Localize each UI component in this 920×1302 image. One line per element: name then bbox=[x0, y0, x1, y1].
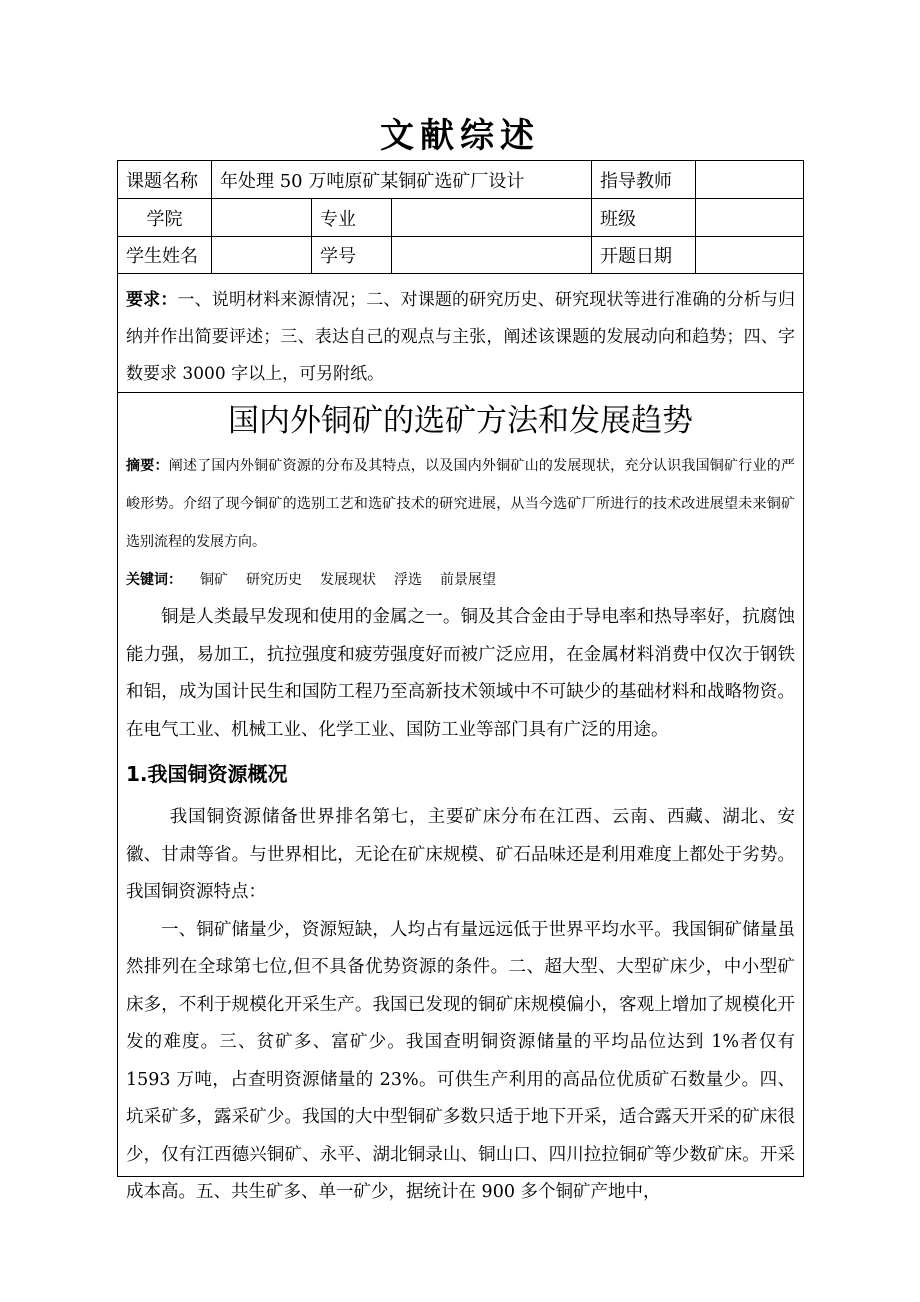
requirements-label: 要求： bbox=[126, 290, 178, 310]
review-content bbox=[118, 393, 803, 1212]
paper-title: 国内外铜矿的选矿方法和发展趋势 bbox=[228, 403, 693, 439]
major-label: 专业 bbox=[312, 199, 392, 236]
requirements-block bbox=[118, 274, 803, 393]
form-row-college bbox=[118, 199, 803, 237]
review-form bbox=[117, 160, 804, 1202]
start-date-label: 开题日期 bbox=[592, 237, 696, 273]
student-name-value bbox=[212, 237, 312, 273]
keyword: 浮选 bbox=[394, 572, 422, 588]
class-value bbox=[696, 199, 803, 236]
keywords-label: 关键词： bbox=[126, 572, 182, 588]
student-id-label: 学号 bbox=[312, 237, 392, 273]
requirements-text: 一、说明材料来源情况；二、对课题的研究历史、研究现状等进行准确的分析与归纳并作出简要评述；三、表达自己的观点与主张，阐述该课题的发展动向和趋势；四、字数要求 3000 字以上，可另附纸。 bbox=[126, 290, 796, 384]
keywords bbox=[118, 561, 803, 599]
abstract-text: 阐述了国内外铜矿资源的分布及其特点，以及国内外铜矿山的发展现状，充分认识我国铜矿行业的严峻形势。介绍了现今铜矿的选别工艺和选矿技术的研究进展，从当今选矿厂所进行的技术改进展望未来铜矿选别流程的发展方向。 bbox=[126, 458, 795, 550]
student-name-label: 学生姓名 bbox=[118, 237, 212, 273]
form-row-topic bbox=[118, 161, 803, 199]
topic-value: 年处理 50 万吨原矿某铜矿选矿厂设计 bbox=[212, 161, 592, 198]
advisor-label: 指导教师 bbox=[592, 161, 696, 198]
form-row-student bbox=[118, 237, 803, 274]
abstract-label: 摘要： bbox=[126, 458, 169, 474]
college-value bbox=[212, 199, 312, 236]
keyword: 发展现状 bbox=[320, 572, 376, 588]
intro-paragraph: 铜是人类最早发现和使用的金属之一。铜及其合金由于导电率和热导率好，抗腐蚀能力强，易加工，抗拉强度和疲劳强度好而被广泛应用，在金属材料消费中仅次于钢铁和铝，成为国计民生和国防工程乃至高新技术领域中不可缺少的基础材料和战略物资。在电气工业、机械工业、化学工业、国防工业等部门具有广泛的用途。 bbox=[126, 607, 795, 740]
start-date-value bbox=[696, 237, 803, 273]
keyword: 前景展望 bbox=[440, 572, 496, 588]
section-heading: 1.我国铜资源概况 bbox=[126, 762, 288, 786]
keyword: 研究历史 bbox=[246, 572, 302, 588]
abstract bbox=[118, 447, 803, 561]
topic-label: 课题名称 bbox=[118, 161, 212, 198]
major-value bbox=[392, 199, 592, 236]
student-id-value bbox=[392, 237, 592, 273]
advisor-value bbox=[696, 161, 803, 198]
college-label: 学院 bbox=[118, 199, 212, 236]
document-title: 文献综述 bbox=[380, 116, 540, 156]
section1-paragraph-1: 我国铜资源储备世界排名第七，主要矿床分布在江西、云南、西藏、湖北、安徽、甘肃等省。与世界相比，无论在矿床规模、矿石品味还是利用难度上都处于劣势。我国铜资源特点： bbox=[126, 807, 795, 902]
class-label: 班级 bbox=[592, 199, 696, 236]
section1-paragraph-2: 一、铜矿储量少，资源短缺，人均占有量远远低于世界平均水平。我国铜矿储量虽然排列在全球第七位,但不具备优势资源的条件。二、超大型、大型矿床少，中小型矿床多，不利于规模化开采生产。我国已发现的铜矿床规模偏小，客观上增加了规模化开发的难度。三、贫矿多、富矿少。我国查明铜资源储量的平均品位达到 1%者仅有 1593 万吨，占查明资源储量的 23%。可供生产利用的高品位优质矿石数量少。四、 坑采矿多，露采矿少。我国的大中型铜矿多数只适于地下开采，适合露天开采的矿床很少，仅有江西德兴铜矿、永平、湖北铜录山、铜山口、四川拉拉铜矿等少数矿床。开采成本高。五、共生矿多、单一矿少，据统计在 900 多个铜矿产地中， bbox=[126, 919, 795, 1202]
keyword: 铜矿 bbox=[200, 572, 228, 588]
